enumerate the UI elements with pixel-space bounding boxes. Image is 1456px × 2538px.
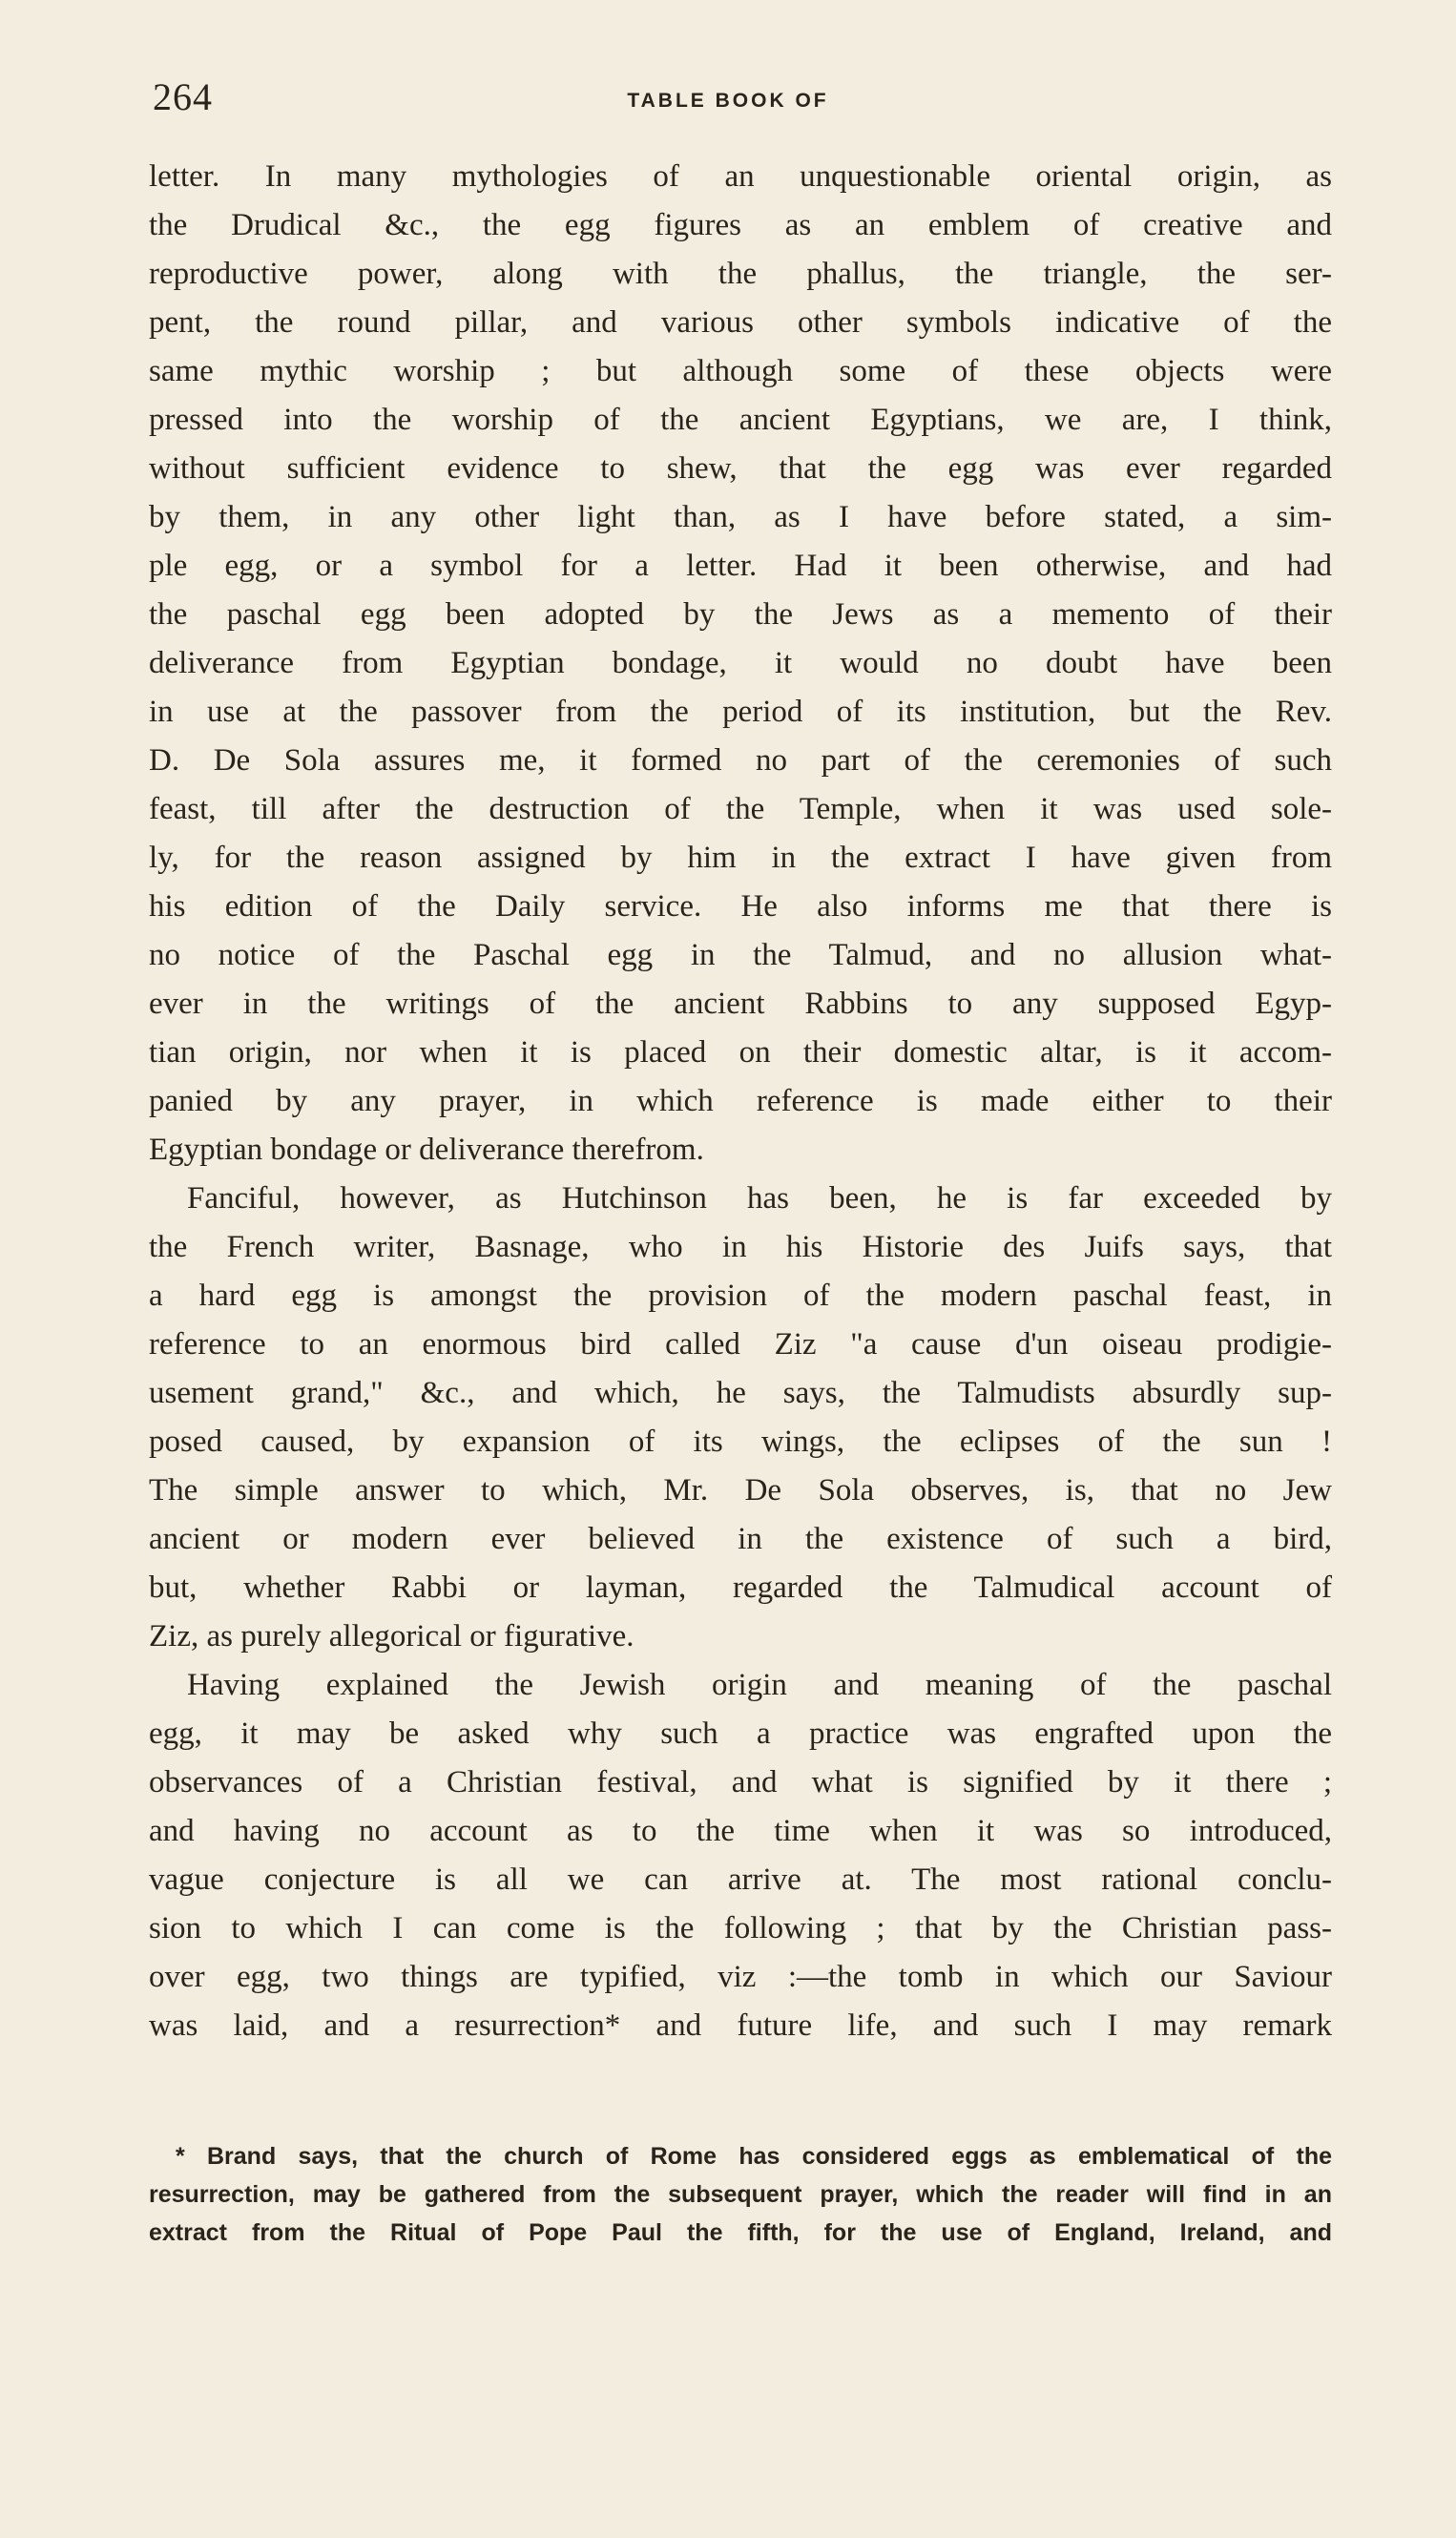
footnote (149, 2137, 1332, 2252)
text-line: in use at the passover from the period of its institution, but the Rev. (149, 695, 1332, 729)
text-line: deliverance from Egyptian bondage, it would no doubt have been (149, 646, 1332, 680)
text-line: a hard egg is amongst the provision of the modern paschal feast, in (149, 1279, 1332, 1313)
text-line: sion to which I can come is the following ; that by the Christian pass- (149, 1911, 1332, 1945)
text-line: ple egg, or a symbol for a letter. Had it been otherwise, and had (149, 549, 1332, 583)
text-line: feast, till after the destruction of the Temple, when it was used sole- (149, 792, 1332, 826)
text-line: D. De Sola assures me, it formed no part of the ceremonies of such (149, 743, 1332, 778)
text-line: by them, in any other light than, as I have before stated, a sim- (149, 500, 1332, 534)
footnote-line: resurrection, may be gathered from the subsequent prayer, which the reader will find in an (149, 2181, 1332, 2208)
text-line: was laid, and a resurrection* and future life, and such I may remark (149, 2008, 1332, 2043)
text-line: the French writer, Basnage, who in his Historie des Juifs says, that (149, 1230, 1332, 1264)
text-line: panied by any prayer, in which reference is made either to their (149, 1084, 1332, 1118)
text-line: pent, the round pillar, and various other symbols indicative of the (149, 305, 1332, 340)
text-line: without sufficient evidence to shew, that the egg was ever regarded (149, 451, 1332, 486)
text-line: usement grand," &c., and which, he says, the Talmudists absurdly sup- (149, 1376, 1332, 1410)
text-line: the paschal egg been adopted by the Jews as a memento of their (149, 597, 1332, 632)
text-line: letter. In many mythologies of an unquestionable oriental origin, as (149, 159, 1332, 194)
text-line: The simple answer to which, Mr. De Sola observes, is, that no Jew (149, 1473, 1332, 1508)
page-number: 264 (153, 75, 213, 118)
body-text (149, 153, 1332, 2050)
text-line: no notice of the Paschal egg in the Talmud, and no allusion what- (149, 938, 1332, 972)
text-line: Having explained the Jewish origin and meaning of the paschal (187, 1668, 1332, 1702)
text-line: the Drudical &c., the egg figures as an emblem of creative and (149, 208, 1332, 242)
text-line: egg, it may be asked why such a practice was engrafted upon the (149, 1716, 1332, 1751)
text-line: ever in the writings of the ancient Rabbins to any supposed Egyp- (149, 987, 1332, 1021)
text-line: but, whether Rabbi or layman, regarded the Talmudical account of (149, 1571, 1332, 1605)
text-line: reference to an enormous bird called Ziz "a cause d'un oiseau prodigie- (149, 1327, 1332, 1362)
text-line: tian origin, nor when it is placed on their domestic altar, is it accom- (149, 1035, 1332, 1070)
text-line: observances of a Christian festival, and what is signified by it there ; (149, 1765, 1332, 1799)
text-line: reproductive power, along with the phallus, the triangle, the ser- (149, 257, 1332, 291)
text-line: ly, for the reason assigned by him in the extract I have given from (149, 841, 1332, 875)
text-line: Egyptian bondage or deliverance therefrom. (149, 1133, 704, 1167)
text-line: vague conjecture is all we can arrive at. The most rational conclu- (149, 1862, 1332, 1897)
text-line: Ziz, as purely allegorical or figurative. (149, 1619, 634, 1654)
text-line: same mythic worship ; but although some of these objects were (149, 354, 1332, 388)
text-line: ancient or modern ever believed in the existence of such a bird, (149, 1522, 1332, 1556)
text-line: pressed into the worship of the ancient Egyptians, we are, I think, (149, 403, 1332, 437)
running-head: TABLE BOOK OF (627, 90, 829, 112)
text-line: posed caused, by expansion of its wings, the eclipses of the sun ! (149, 1425, 1332, 1459)
footnote-line: extract from the Ritual of Pope Paul the fifth, for the use of England, Ireland, and (149, 2219, 1332, 2246)
text-line: Fanciful, however, as Hutchinson has been, he is far exceeded by (187, 1181, 1332, 1216)
text-line: his edition of the Daily service. He also informs me that there is (149, 889, 1332, 924)
text-line: and having no account as to the time when it was so introduced, (149, 1814, 1332, 1848)
footnote-line: * Brand says, that the church of Rome has considered eggs as emblematical of the (176, 2143, 1332, 2170)
text-line: over egg, two things are typified, viz :—the tomb in which our Saviour (149, 1960, 1332, 1994)
